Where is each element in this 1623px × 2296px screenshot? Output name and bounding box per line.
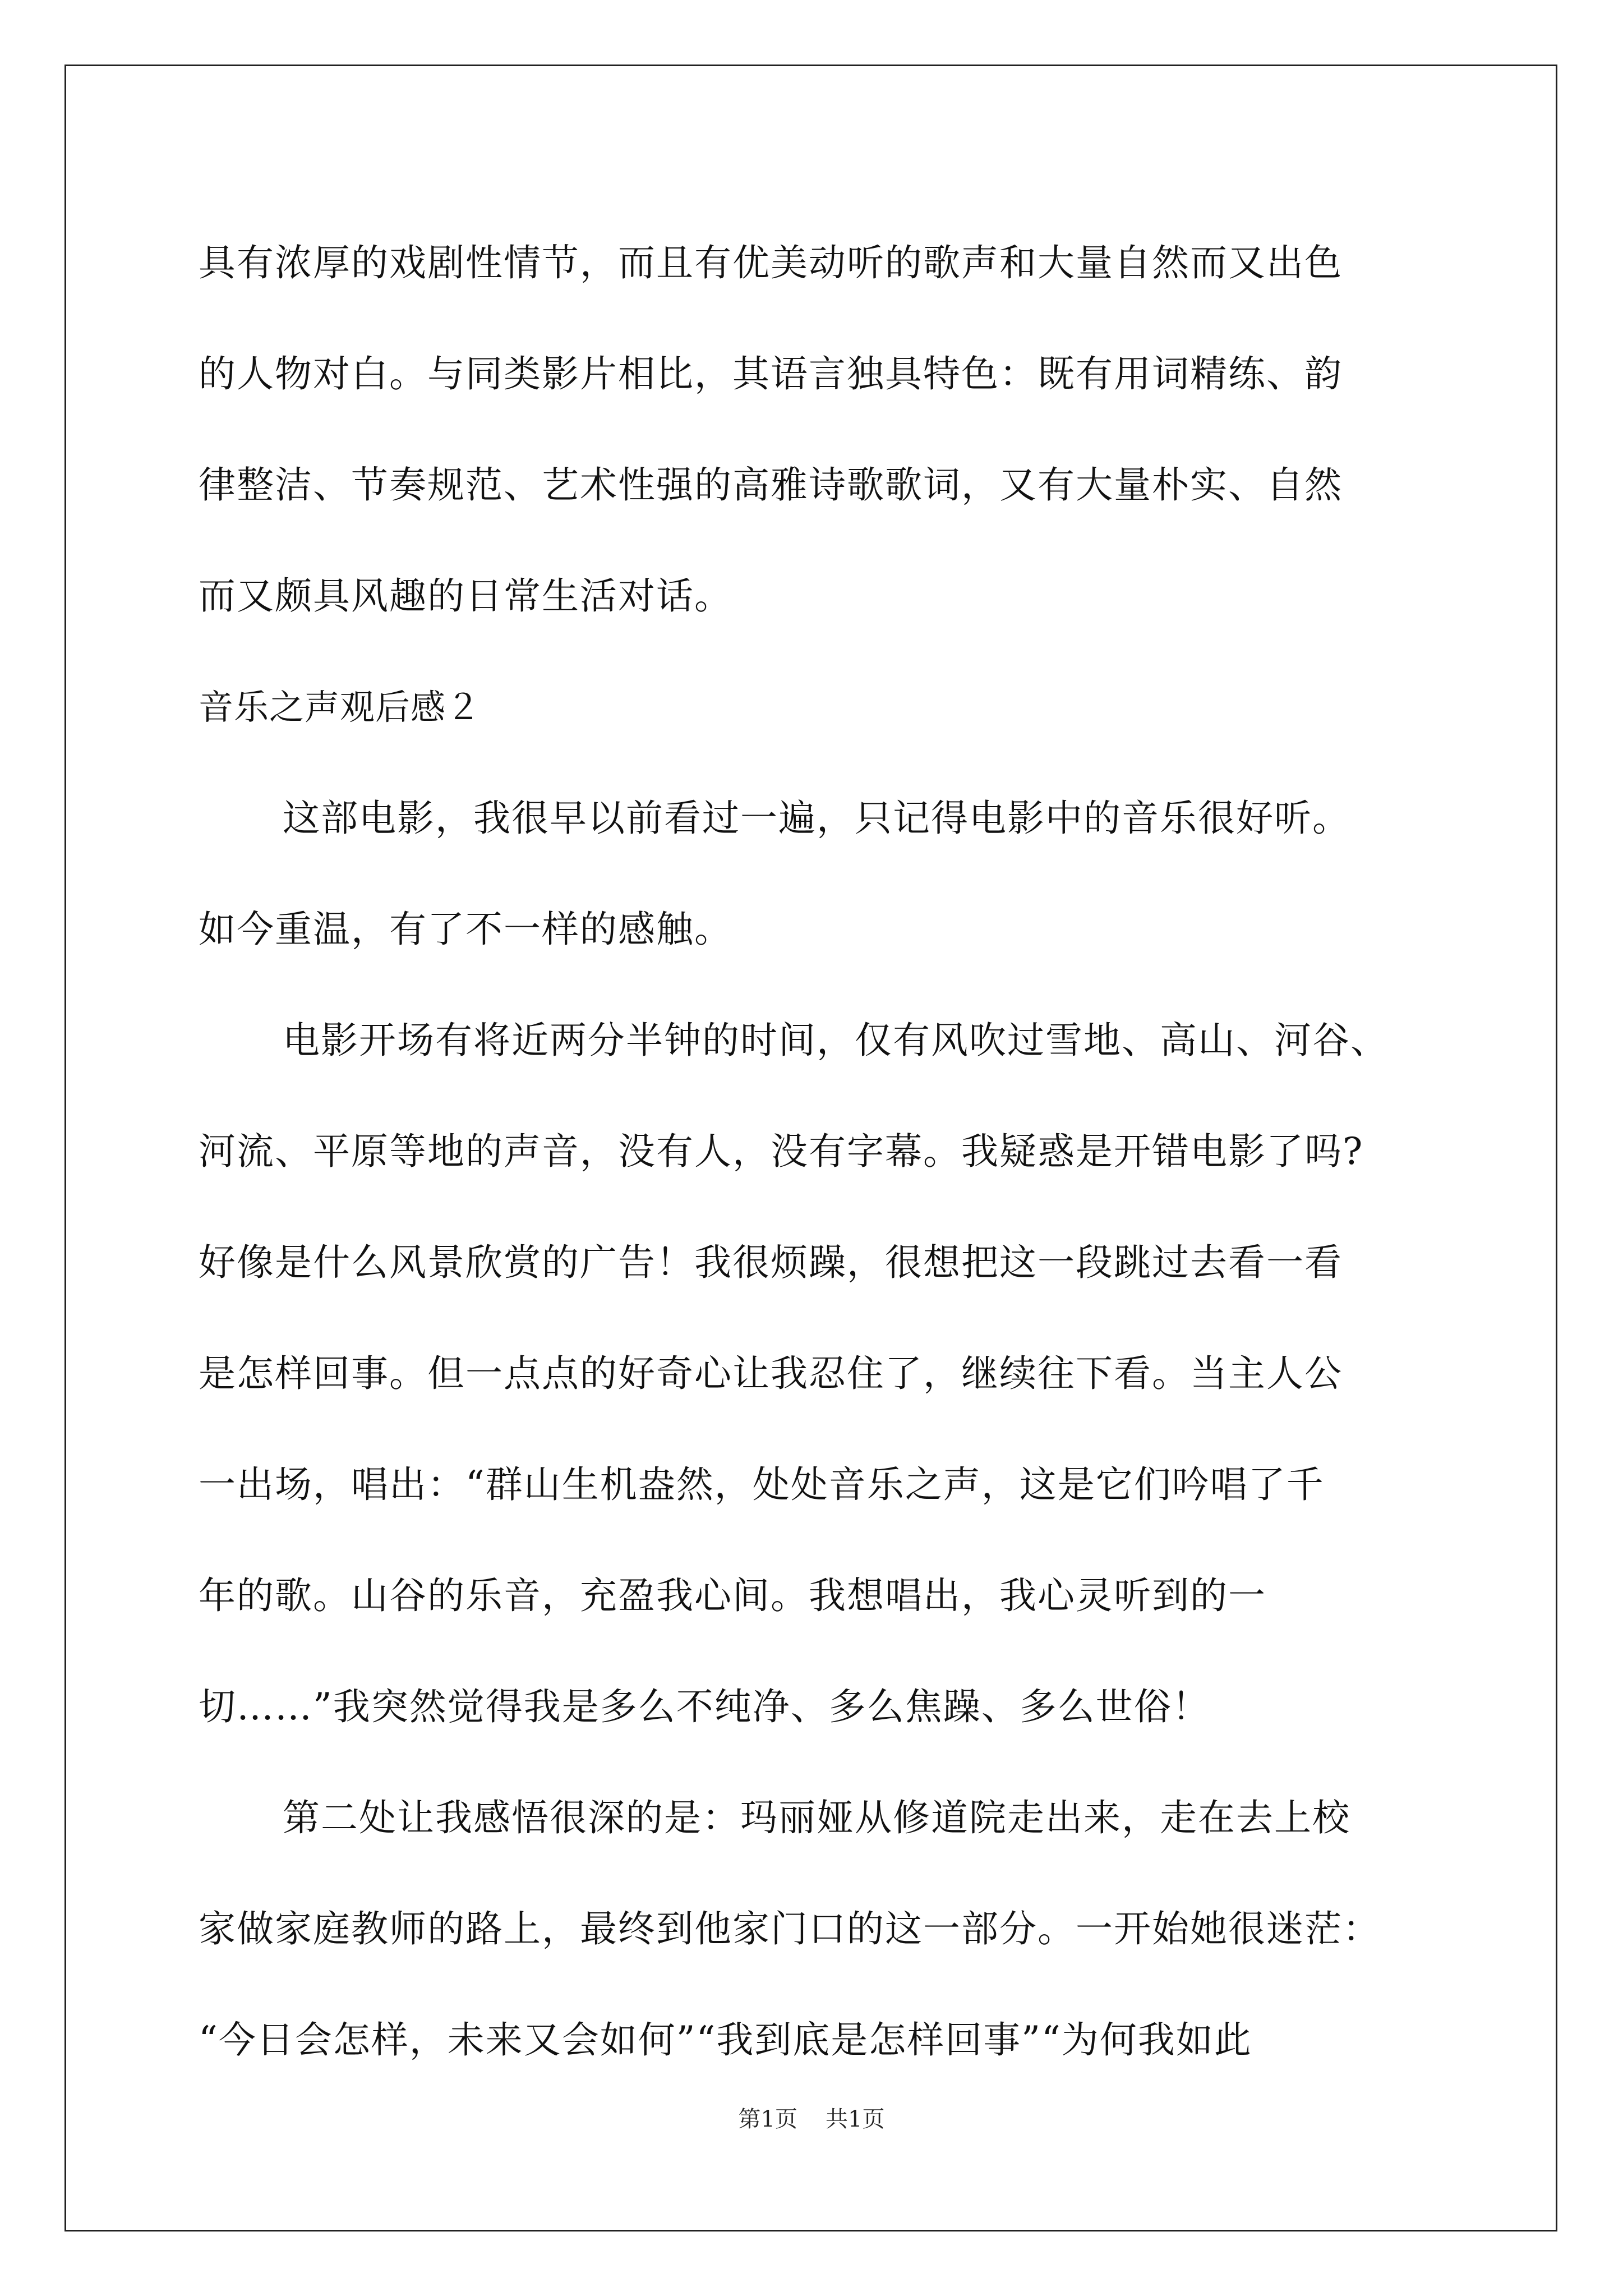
paragraph-first-line: 这部电影，我很早以前看过一遍，只记得电影中的音乐很好听。 (283, 797, 1350, 840)
body-text-line: 是怎样回事。但一点点的好奇心让我忍住了，继续往下看。当主人公 (199, 1352, 1343, 1395)
body-text-line: 而又颇具风趣的日常生活对话。 (199, 574, 732, 618)
body-text-line: 律整洁、节奏规范、艺术性强的高雅诗歌歌词，又有大量朴实、自然 (199, 463, 1343, 507)
page-number-total: 共1页 (826, 2106, 885, 2132)
body-text-line: 如今重温，有了不一样的感触。 (199, 908, 732, 951)
body-text-line: 年的歌。山谷的乐音，充盈我心间。我想唱出，我心灵听到的一 (199, 1574, 1266, 1617)
body-text-line: 的人物对白。与同类影片相比，其语言独具特色：既有用词精练、韵 (199, 352, 1343, 395)
page-number-current: 第1页 (738, 2106, 797, 2132)
body-text-line: 切……”我突然觉得我是多么不纯净、多么焦躁、多么世俗！ (199, 1685, 1210, 1728)
body-text-line: 好像是什么风景欣赏的广告！我很烦躁，很想把这一段跳过去看一看 (199, 1241, 1343, 1284)
page-footer (0, 2102, 1623, 2136)
paragraph-first-line: 电影开场有将近两分半钟的时间，仅有风吹过雪地、高山、河谷、 (283, 1019, 1389, 1062)
body-text-line: 具有浓厚的戏剧性情节，而且有优美动听的歌声和大量自然而又出色 (199, 241, 1343, 284)
body-text-line: “今日会怎样，未来又会如何”“我到底是怎样回事”“为何我如此 (199, 2018, 1252, 2062)
body-text-line: 家做家庭教师的路上，最终到他家门口的这一部分。一开始她很迷茫： (199, 1907, 1381, 1950)
body-text-line: 一出场，唱出：“群山生机盎然，处处音乐之声，这是它们吟唱了千 (199, 1463, 1325, 1506)
body-text-line: 河流、平原等地的声音，没有人，没有字幕。我疑惑是开错电影了吗? (199, 1130, 1364, 1173)
section-heading: 音乐之声观后感２ (199, 687, 482, 728)
document-body (199, 208, 1432, 2096)
paragraph-first-line: 第二处让我感悟很深的是：玛丽娅从修道院走出来，走在去上校 (283, 1796, 1350, 1839)
